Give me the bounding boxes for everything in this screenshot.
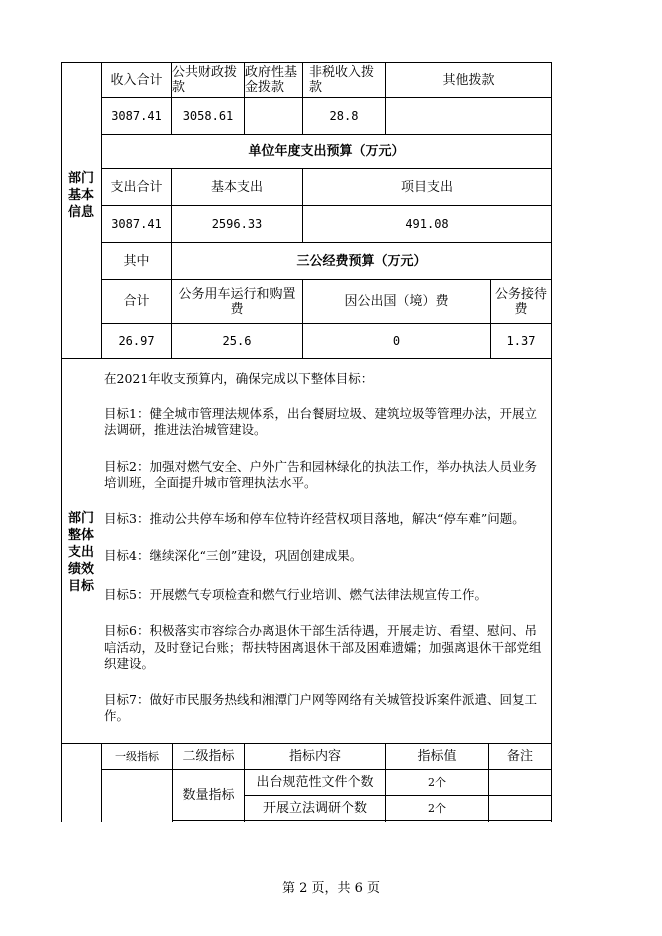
indicator-value: 2个 bbox=[428, 776, 446, 789]
expense-header-basic: 基本支出 bbox=[210, 179, 263, 195]
expense-header-total: 支出合计 bbox=[110, 179, 163, 195]
indicator-header-content: 指标内容 bbox=[288, 749, 341, 764]
goal-item: 目标7：做好市民服务热线和湘潭门户网等网络有关城管投诉案件派遣、回复工作。 bbox=[104, 691, 537, 723]
performance-goals bbox=[104, 371, 548, 725]
three-public-header-reception: 公务接待费 bbox=[494, 286, 547, 317]
indicator-secondary-label: 数量指标 bbox=[182, 787, 235, 803]
three-public-reception-value: 1.37 bbox=[506, 333, 536, 348]
income-header-fund: 政府性基金拨款 bbox=[245, 65, 298, 95]
goal-item: 目标5：开展燃气专项检查和燃气行业培训、燃气法律法规宣传工作。 bbox=[104, 586, 487, 602]
expense-basic-value: 2596.33 bbox=[211, 216, 263, 231]
three-public-header-vehicle: 公务用车运行和购置费 bbox=[178, 286, 296, 317]
expense-header-project: 项目支出 bbox=[400, 179, 453, 195]
income-header-other: 其他拨款 bbox=[442, 72, 495, 88]
income-total-value: 3087.41 bbox=[111, 108, 162, 123]
page-footer: 第 2 页，共 6 页 bbox=[281, 881, 381, 896]
basic-info-label: 部门 基本 信息 bbox=[67, 171, 94, 220]
income-header-public: 公共财政拨款 bbox=[172, 65, 238, 95]
indicator-header-value: 指标值 bbox=[417, 749, 457, 764]
three-public-vehicle-value: 25.6 bbox=[222, 333, 252, 348]
of-which-label: 其中 bbox=[123, 253, 150, 269]
indicator-value: 2个 bbox=[428, 801, 446, 815]
goal-item: 目标6：积极落实市容综合办离退休干部生活待遇，开展走访、看望、慰问、吊唁活动，及时登记台账；帮扶特困离退休干部及困难遗孀；加强离退休干部党组织建设。 bbox=[104, 623, 542, 671]
income-nontax-value: 28.8 bbox=[329, 108, 359, 123]
three-public-abroad-value: 0 bbox=[392, 333, 401, 348]
three-public-header-total: 合计 bbox=[123, 294, 150, 309]
expense-total-value: 3087.41 bbox=[111, 216, 162, 231]
goal-item: 目标3：推动公共停车场和停车位特许经营权项目落地，解决“停车难”问题。 bbox=[104, 510, 525, 526]
income-header-total: 收入合计 bbox=[110, 72, 163, 88]
income-other-value bbox=[386, 98, 551, 134]
goals-intro: 在2021年收支预算内，确保完成以下整体目标： bbox=[104, 371, 374, 386]
income-header-nontax: 非税收入拨款 bbox=[309, 65, 375, 95]
indicator-header-level2: 二级指标 bbox=[182, 749, 235, 764]
indicator-header-note: 备注 bbox=[506, 749, 533, 764]
indicator-header-level1: 一级指标 bbox=[115, 750, 159, 763]
expense-title: 单位年度支出预算（万元） bbox=[248, 144, 405, 159]
three-public-header-abroad: 因公出国（境）费 bbox=[344, 294, 449, 309]
expense-project-value: 491.08 bbox=[405, 216, 449, 231]
three-public-total-value: 26.97 bbox=[118, 333, 155, 348]
goal-item: 目标2：加强对燃气安全、户外广告和园林绿化的执法工作，举办执法人员业务培训班，全面提升城市管理执法水平。 bbox=[104, 458, 537, 490]
goal-item: 目标4：继续深化“三创”建设，巩固创建成果。 bbox=[104, 548, 363, 563]
income-fund-value bbox=[245, 98, 302, 134]
income-public-value: 3058.61 bbox=[182, 108, 234, 123]
three-public-title: 三公经费预算（万元） bbox=[296, 253, 427, 269]
indicator-content: 出台规范性文件个数 bbox=[256, 775, 374, 790]
goal-item: 目标1：健全城市管理法规体系，出台餐厨垃圾、建筑垃圾等管理办法，开展立法调研，推进法治城管建设。 bbox=[104, 405, 537, 437]
indicator-content: 开展立法调研个数 bbox=[262, 800, 367, 816]
performance-label: 部门 整体 支出 绩效 目标 bbox=[67, 511, 94, 594]
